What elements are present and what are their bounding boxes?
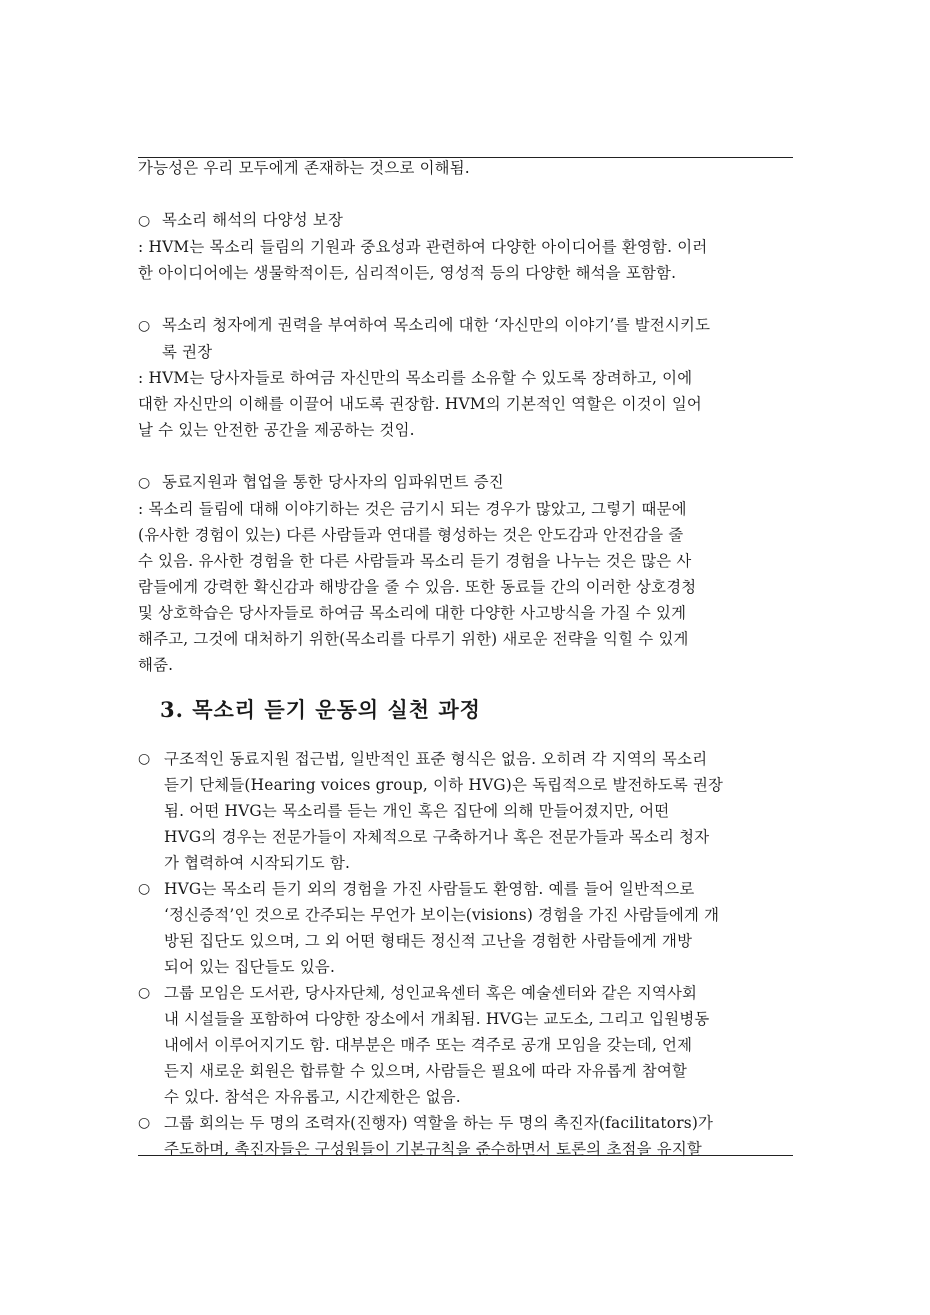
section-text-line: 대한 자신만의 이해를 이끌어 내도록 권장함. HVM의 기본적인 역할은 이것이 일어 bbox=[138, 395, 702, 413]
section-text-line: 해줌. bbox=[138, 656, 174, 674]
practice-item: ○ HVG는 목소리 듣기 외의 경험을 가진 사람들도 환영함. 예를 들어 일반적으로 ‘정신증적’인 것으로 간주되는 무언가 보이는(visions) 경험을 가진 사람들에게 개 방된 집단도 있으며, 그 외 어떤 형태든 정신적 고난을 경험한 사람들에게 개방 되어 있는 집단들도 있음. bbox=[138, 876, 793, 980]
section-header-continuation: 록 권장 bbox=[162, 343, 213, 361]
section-text-line: : 목소리 들림에 대해 이야기하는 것은 금기시 되는 경우가 많았고, 그렇기 때문에 bbox=[138, 500, 687, 518]
section-text-line: (유사한 경험이 있는) 다른 사람들과 연대를 형성하는 것은 안도감과 안전감을 줄 bbox=[138, 526, 684, 544]
circle-bullet-icon: ○ bbox=[138, 985, 151, 1001]
circle-bullet-icon: ○ bbox=[138, 1115, 151, 1131]
bottom-rule bbox=[138, 1155, 793, 1156]
circle-bullet-icon: ○ bbox=[138, 318, 151, 334]
section-header: ○ 동료지원과 협업을 통한 당사자의 임파워먼트 증진 bbox=[138, 469, 793, 496]
document-body bbox=[138, 155, 793, 1162]
section-text-line: : HVM는 목소리 들림의 기원과 중요성과 관련하여 다양한 아이디어를 환영함. 이러 bbox=[138, 238, 708, 256]
section-diversity bbox=[138, 207, 793, 286]
circle-bullet-icon: ○ bbox=[138, 751, 151, 767]
section-text-line: : HVM는 당사자들로 하여금 자신만의 목소리를 소유할 수 있도록 장려하고, 이에 bbox=[138, 369, 693, 387]
section-text-line: 날 수 있는 안전한 공간을 제공하는 것임. bbox=[138, 421, 415, 439]
section-header: ○ 목소리 청자에게 권력을 부여하여 목소리에 대한 ‘자신만의 이야기’를 발전시키도 bbox=[138, 312, 793, 339]
section-text-line: 및 상호학습은 당사자들로 하여금 목소리에 대한 다양한 사고방식을 가질 수 있게 bbox=[138, 604, 687, 622]
section-peer-support bbox=[138, 469, 793, 678]
section-header: ○ 목소리 해석의 다양성 보장 bbox=[138, 207, 793, 234]
section-empowerment-story bbox=[138, 312, 793, 443]
section-text-line: 수 있음. 유사한 경험을 한 다른 사람들과 목소리 듣기 경험을 나누는 것은 많은 사 bbox=[138, 552, 692, 570]
section-title: 3. 목소리 듣기 운동의 실천 과정 bbox=[160, 697, 481, 722]
circle-bullet-icon: ○ bbox=[138, 881, 151, 897]
circle-bullet-icon: ○ bbox=[138, 213, 151, 229]
circle-bullet-icon: ○ bbox=[138, 475, 151, 491]
practice-item: ○ 구조적인 동료지원 접근법, 일반적인 표준 형식은 없음. 오히려 각 지역의 목소리 듣기 단체들(Hearing voices group, 이하 HVG)은 독립적으로 발전하도록 권장 됨. 어떤 HVG는 목소리를 듣는 개인 혹은 집단에 의해 만들어졌지만, 어떤 HVG의 경우는 전문가들이 자체적으로 구축하거나 혹은 전문가들과 목소리 청자 가 협력하여 시작되기도 함. bbox=[138, 746, 793, 876]
practice-item: ○ 그룹 회의는 두 명의 조력자(진행자) 역할을 하는 두 명의 촉진자(facilitators)가 주도하며, 촉진자들은 구성원들이 기본규칙을 준수하면서 토론의 초점을 유지할 bbox=[138, 1110, 793, 1162]
intro-line: 가능성은 우리 모두에게 존재하는 것으로 이해됨. bbox=[138, 159, 470, 177]
section-text-line: 해주고, 그것에 대처하기 위한(목소리를 다루기 위한) 새로운 전략을 익힐 수 있게 bbox=[138, 630, 689, 648]
practice-item: ○ 그룹 모임은 도서관, 당사자단체, 성인교육센터 혹은 예술센터와 같은 지역사회 내 시설들을 포함하여 다양한 장소에서 개최됨. HVG는 교도소, 그리고 입원병동 내에서 이루어지기도 함. 대부분은 매주 또는 격주로 공개 모임을 갖는데, 언제 든지 새로운 회원은 합류할 수 있으며, 사람들은 필요에 따라 자유롭게 참여할 수 있다. 참석은 자유롭고, 시간제한은 없음. bbox=[138, 980, 793, 1110]
section-text-line: 한 아이디어에는 생물학적이든, 심리적이든, 영성적 등의 다양한 해석을 포함함. bbox=[138, 264, 677, 282]
section-text-line: 람들에게 강력한 확신감과 해방감을 줄 수 있음. 또한 동료들 간의 이러한 상호경청 bbox=[138, 578, 697, 596]
